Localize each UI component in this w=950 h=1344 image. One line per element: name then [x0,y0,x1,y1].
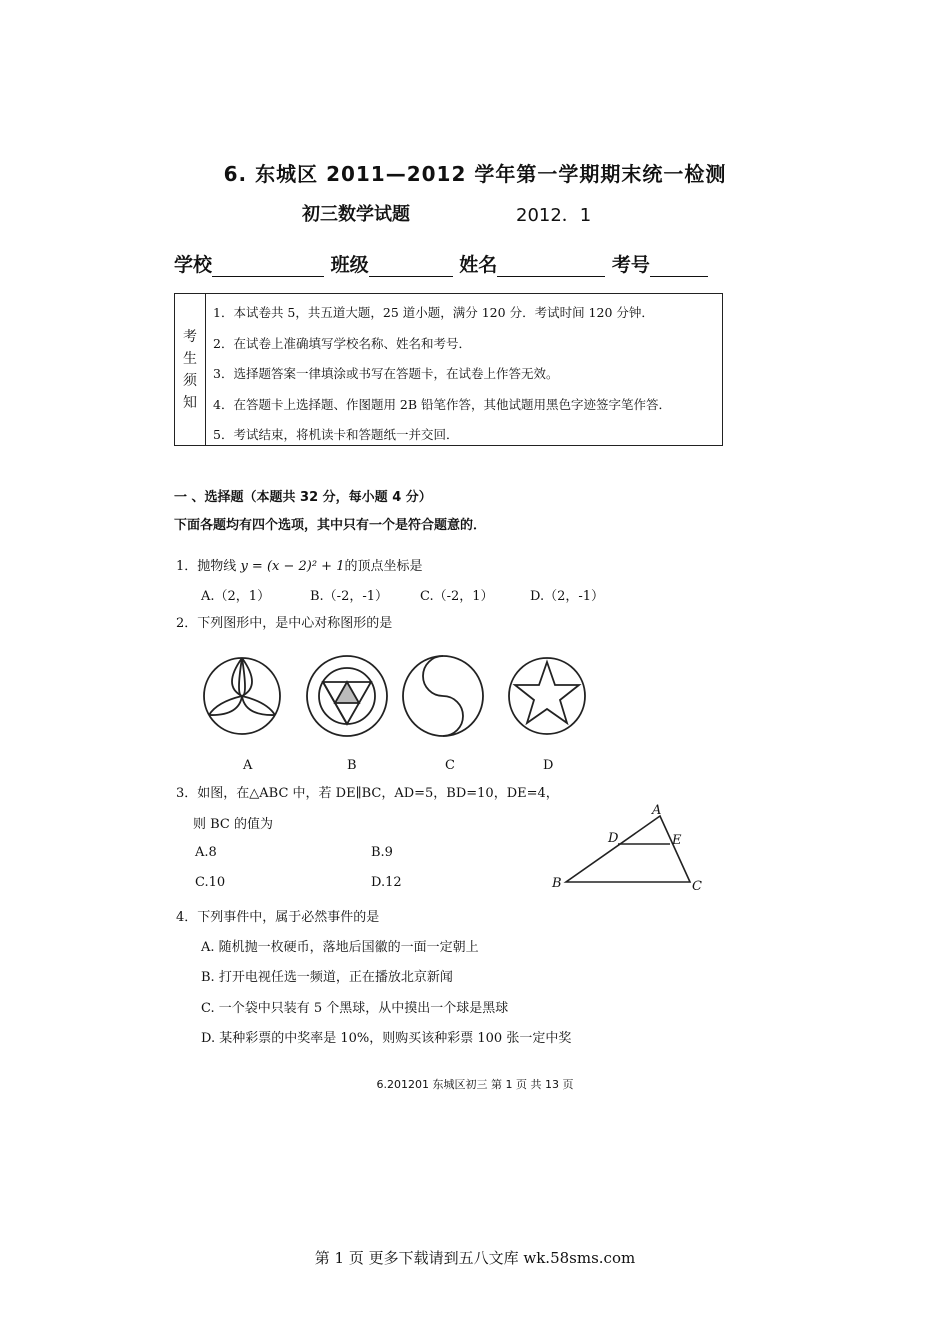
q2-figures [195,650,595,750]
q3-option-c: C.10 [195,875,226,890]
question-4: 4．下列事件中，属于必然事件的是 [176,910,380,925]
notice-label: 考 生 须 知 [175,294,206,445]
q1-option-b: B.（-2，-1） [310,589,389,604]
figure-d-star [509,658,585,734]
vertex-b-label: B [552,876,562,891]
q2-caption-b: B [347,758,357,773]
exam-date: 2012．1 [516,205,592,226]
notice-rules [213,298,671,451]
notice-rule: 2．在试卷上准确填写学校名称、姓名和考号． [213,335,471,351]
q1-option-c: C.（-2，1） [420,589,494,604]
question-3-line2: 则 BC 的值为 [193,817,274,832]
exam-subtitle: 初三数学试题 [302,204,410,225]
notice-rule: 1．本试卷共 5，共五道大题，25 道小题，满分 120 分．考试时间 120 分钟． [213,305,654,320]
q4-option-c: C. 一个袋中只装有 5 个黑球，从中摸出一个球是黑球 [201,1001,509,1016]
q4-option-a: A. 随机抛一枚硬币，落地后国徽的一面一定朝上 [201,940,479,955]
q3-option-a: A.8 [195,845,217,860]
school-label: 学校 [174,254,213,276]
notice-rule: 3．选择题答案一律填涂或书写在答题卡，在试卷上作答无效。 [213,366,559,381]
page-footer-note: 6.201201 东城区初三 第 1 页 共 13 页 [376,1078,574,1091]
figure-c-s-curve [403,656,483,736]
exam-no-blank[interactable] [650,256,708,277]
name-blank[interactable] [497,256,605,277]
site-footer-note: 第 1 页 更多下载请到五八文库 wk.58sms.com [314,1249,636,1267]
exam-notice-box [174,293,723,446]
q4-option-b: B. 打开电视任选一频道，正在播放北京新闻 [201,970,453,985]
vertex-c-label: C [692,879,702,894]
q1-option-d: D.（2，-1） [530,589,605,604]
q2-caption-c: C [445,758,455,773]
figure-a-circle-arcs [204,658,280,734]
student-info-line [174,250,708,277]
q3-triangle-figure [548,800,708,896]
q3-option-d: D.12 [371,875,402,890]
point-d-label: D [608,831,619,846]
class-label: 班级 [330,254,369,276]
vertex-a-label: A [652,803,662,818]
q1-option-a: A.（2，1） [201,589,271,604]
q2-caption-d: D [543,758,554,773]
point-e-label: E [672,833,682,848]
question-3: 3．如图，在△ABC 中，若 DE∥BC，AD=5，BD=10，DE=4， [176,786,559,801]
notice-rule: 4．在答题卡上选择题、作图题用 2B 铅笔作答，其他试题用黑色字迹签字笔作答． [213,396,672,412]
q3-option-b: B.9 [371,845,393,860]
exam-title: 6. 东城区 2011—2012 学年第一学期期末统一检测 [223,162,727,186]
class-blank[interactable] [369,256,453,277]
name-label: 姓名 [459,254,498,276]
notice-rule: 5．考试结束，将机读卡和答题纸一并交回． [213,427,459,442]
q1-formula: y = (x − 2)² + 1 [240,559,345,574]
q2-caption-a: A [243,758,253,773]
school-blank[interactable] [212,256,324,277]
figure-b-triangles [307,656,387,736]
question-1: 1．抛物线 y = (x − 2)² + 1的顶点坐标是 [176,559,423,574]
question-2: 2．下列图形中，是中心对称图形的是 [176,616,393,631]
q4-option-d: D. 某种彩票的中奖率是 10%，则购买该种彩票 100 张一定中奖 [201,1031,572,1046]
section-instruction: 下面各题均有四个选项，其中只有一个是符合题意的． [174,518,487,533]
section-heading: 一 、选择题（本题共 32 分，每小题 4 分） [174,490,432,505]
exam-no-label: 考号 [611,254,650,276]
